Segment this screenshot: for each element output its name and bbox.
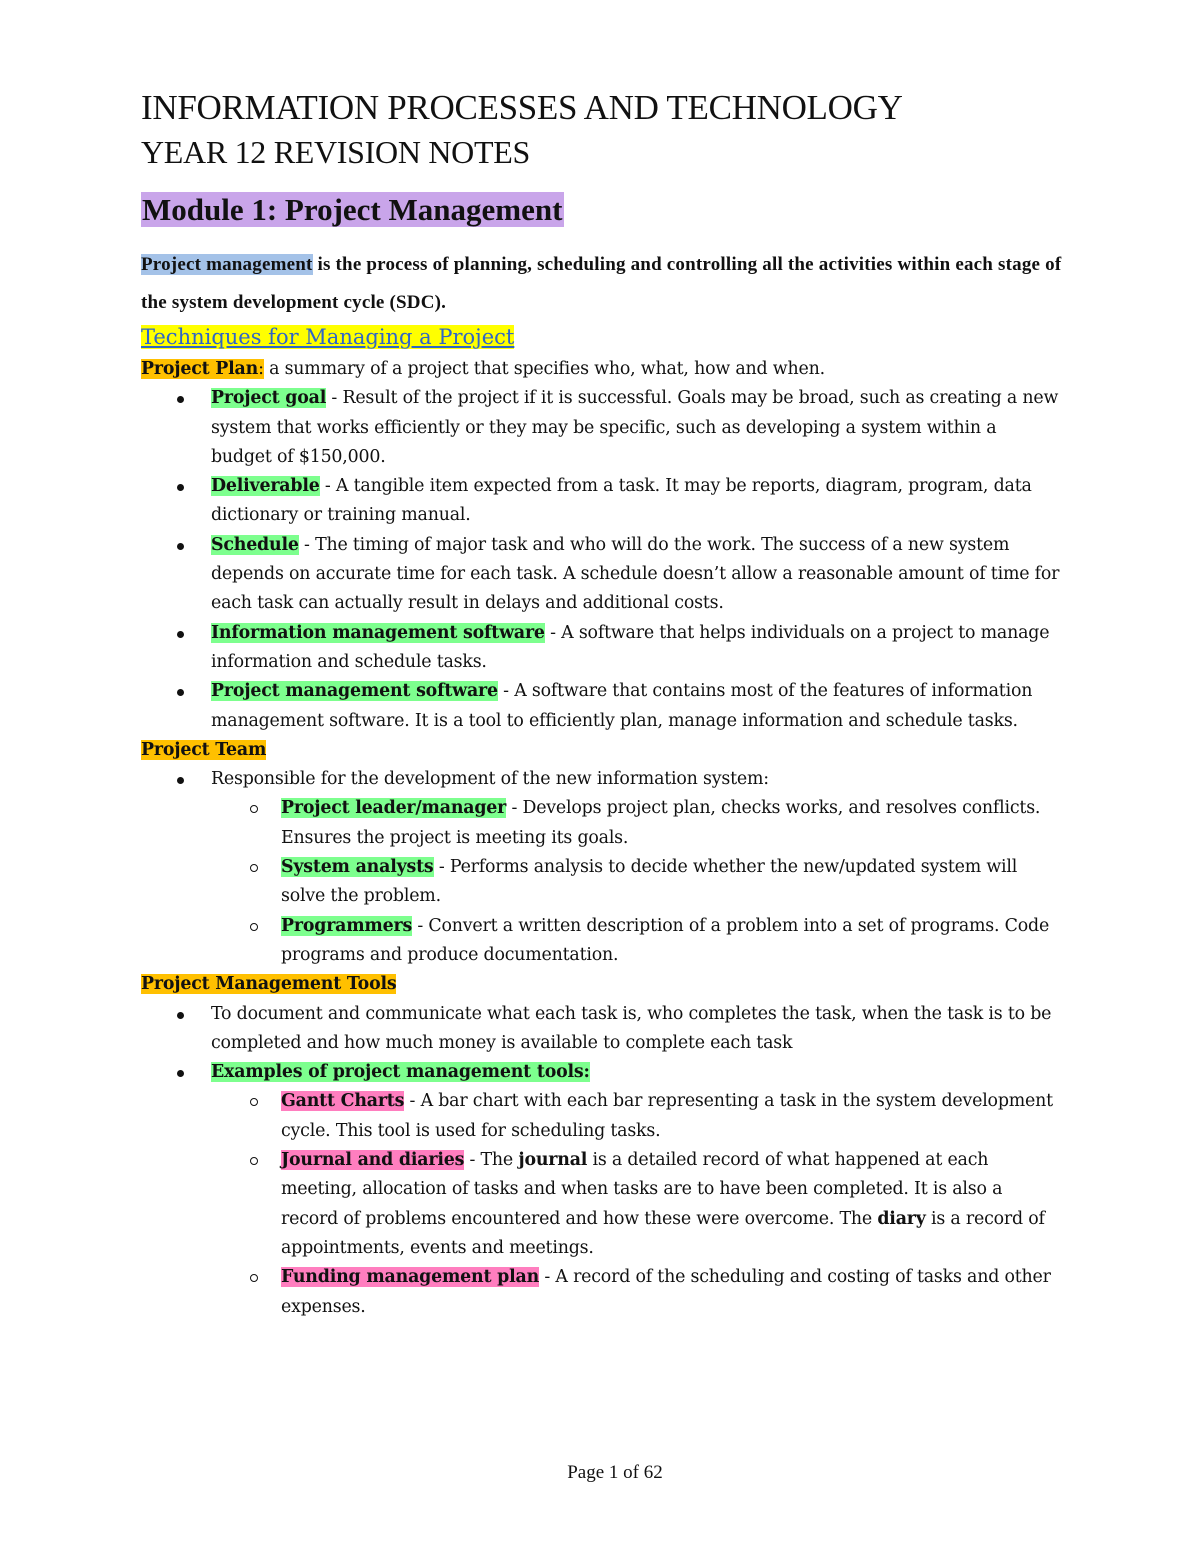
list-item bbox=[211, 384, 1061, 472]
journal-term: journal bbox=[518, 1150, 588, 1171]
list-item bbox=[281, 912, 1061, 971]
list-item bbox=[211, 619, 1061, 678]
list-item-term: Funding management plan bbox=[281, 1267, 540, 1288]
project-team-intro: Responsible for the development of the new information system: bbox=[211, 769, 769, 790]
list-item bbox=[281, 1146, 1061, 1263]
list-item-text: - A bar chart with each bar representing a task in the system development cycle. This tool is used for scheduling tasks. bbox=[281, 1091, 1053, 1141]
page-number: Page 1 of 62 bbox=[567, 1462, 663, 1483]
project-team-label: Project Team bbox=[141, 739, 267, 760]
project-plan-label: Project Plan: bbox=[141, 359, 264, 379]
list-item-text: - A software that helps individuals on a project to manage information and schedule tasks. bbox=[211, 622, 1050, 672]
list-item-text: - A record of the scheduling and costing of tasks and other expenses. bbox=[281, 1267, 1051, 1317]
list-item-term: System analysts bbox=[281, 857, 434, 878]
section-body bbox=[141, 355, 1061, 1322]
list-item-term: Deliverable bbox=[211, 476, 320, 497]
pm-tools-list bbox=[141, 1000, 1061, 1322]
pm-tools-label: Project Management Tools bbox=[141, 974, 397, 995]
section-heading bbox=[141, 322, 514, 352]
list-item-text: - Convert a written description of a problem into a set of programs. Code programs and produce documentation. bbox=[281, 915, 1050, 965]
list-item-term: Project goal bbox=[211, 388, 327, 409]
list-item bbox=[211, 1058, 1061, 1322]
list-item-text: - Performs analysis to decide whether the new/updated system will solve the problem. bbox=[281, 857, 1018, 907]
document-subtitle: YEAR 12 REVISION NOTES bbox=[141, 134, 530, 170]
intro-term: Project management bbox=[141, 254, 313, 275]
list-item bbox=[211, 472, 1061, 531]
list-item bbox=[281, 794, 1061, 853]
list-item bbox=[211, 765, 1061, 970]
list-item-term: Information management software bbox=[211, 622, 545, 643]
list-item bbox=[211, 531, 1061, 619]
module-heading-text: Module 1: Project Management bbox=[142, 192, 563, 227]
section-heading-text: Techniques for Managing a Project bbox=[141, 325, 515, 349]
list-item-text: is a record of appointments, events and meetings. bbox=[281, 1208, 1045, 1258]
list-item-text: - The timing of major task and who will do the work. The success of a new system depends on accurate time for each task. A schedule doesn’t allow a reasonable amount of time for each task can actually result in delays and additional costs. bbox=[211, 534, 1060, 614]
list-item bbox=[281, 1087, 1061, 1146]
pm-tools-purpose: To document and communicate what each task is, who completes the task, when the task is to be completed and how much money is available to complete each task bbox=[211, 1003, 1052, 1053]
list-item-text: - Develops project plan, checks works, and resolves conflicts. Ensures the project is meeting its goals. bbox=[281, 798, 1041, 848]
pm-tools-examples-label: Examples of project management tools: bbox=[211, 1062, 590, 1083]
list-item-term: Programmers bbox=[281, 915, 413, 936]
list-item-term: Schedule bbox=[211, 534, 299, 555]
list-item-text: - The bbox=[464, 1150, 519, 1171]
project-team-list bbox=[141, 765, 1061, 970]
list-item-text: is a detailed record of what happened at each meeting, allocation of tasks and when tasks are to have been completed. It is also a record of problems encountered and how these were overcome. The bbox=[281, 1150, 1003, 1229]
project-team-paragraph bbox=[141, 736, 1061, 765]
pm-tools-examples bbox=[211, 1087, 1061, 1321]
project-team-roles bbox=[211, 794, 1061, 970]
list-item bbox=[211, 677, 1061, 736]
list-item bbox=[281, 853, 1061, 912]
list-item-term: Journal and diaries bbox=[281, 1150, 465, 1171]
intro-paragraph bbox=[141, 246, 1081, 322]
intro-definition: is the process of planning, scheduling and controlling all the activities within each stage of the system development cycle (SDC). bbox=[141, 254, 1062, 313]
project-plan-list bbox=[141, 384, 1061, 736]
pm-tools-paragraph bbox=[141, 970, 1061, 999]
document-title: INFORMATION PROCESSES AND TECHNOLOGY bbox=[141, 88, 903, 127]
project-plan-text: a summary of a project that specifies who, what, how and when. bbox=[263, 359, 825, 379]
list-item-term: Project management software bbox=[211, 681, 498, 702]
list-item-term: Project leader/manager bbox=[281, 798, 507, 819]
list-item-text: - A tangible item expected from a task. It may be reports, diagram, program, data dictionary or training manual. bbox=[211, 476, 1032, 526]
list-item-text: - A software that contains most of the features of information management software. It is a tool to efficiently plan, manage information and schedule tasks. bbox=[211, 681, 1033, 731]
list-item-term: Gantt Charts bbox=[281, 1091, 405, 1112]
list-item bbox=[211, 1000, 1061, 1059]
project-plan-paragraph bbox=[141, 355, 1061, 384]
module-heading bbox=[141, 190, 564, 230]
diary-term: diary bbox=[877, 1208, 926, 1229]
list-item-text: - Result of the project if it is successful. Goals may be broad, such as creating a new system that works efficiently or they may be specific, such as developing a system within a budget of $150,000. bbox=[211, 388, 1059, 467]
list-item bbox=[281, 1263, 1061, 1322]
